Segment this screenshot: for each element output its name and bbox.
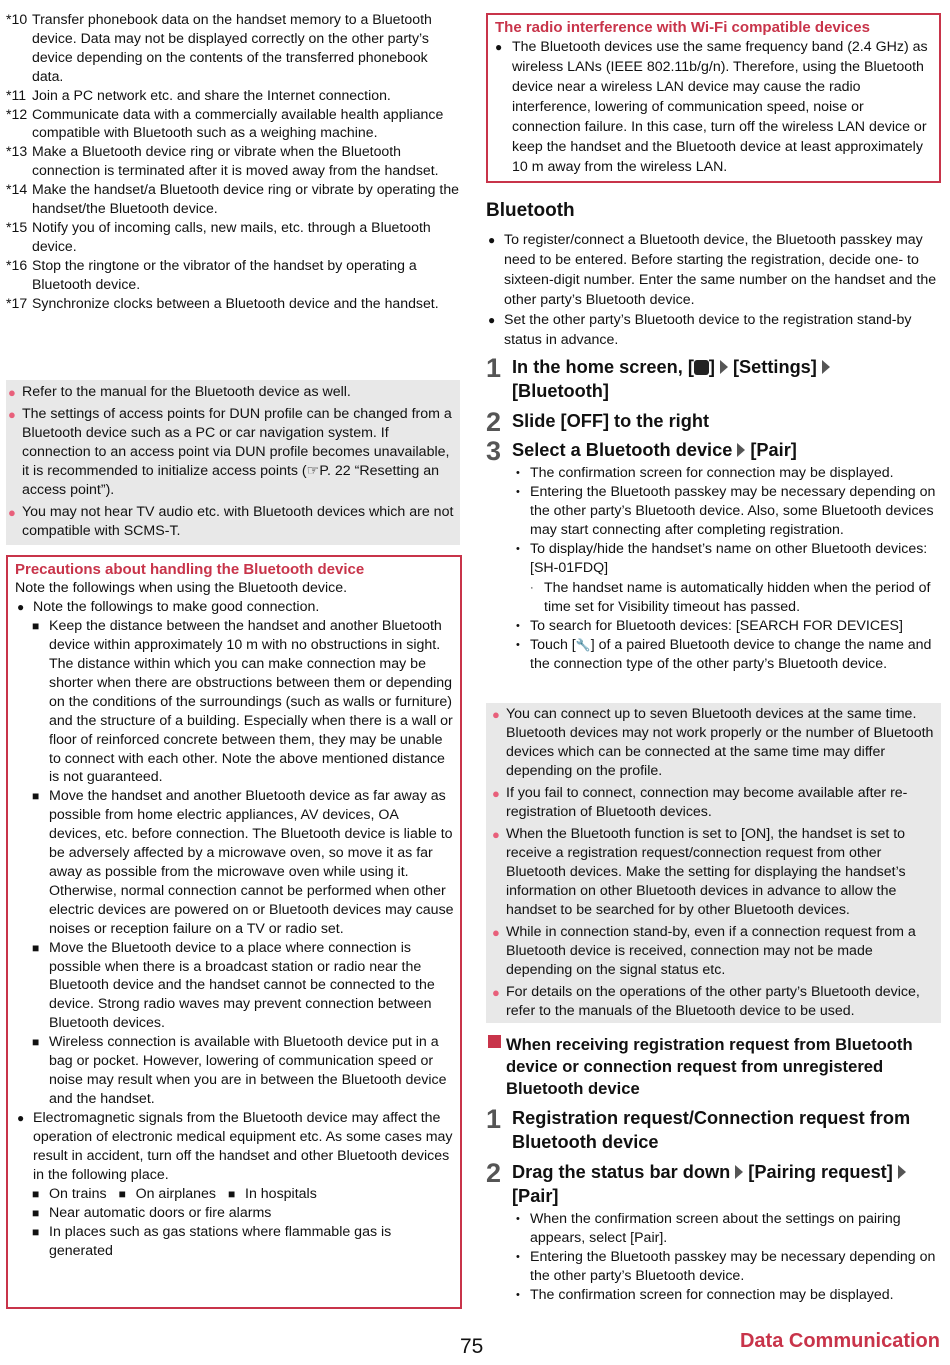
footnote: *14 Make the handset/a Bluetooth device ring or vibrate by operating the handset/the Bluetooth device.: [6, 181, 459, 217]
black-circle-icon: ●: [488, 313, 496, 327]
list-item: ■ In places such as gas stations where flammable gas is generated: [32, 1223, 392, 1259]
black-circle-icon: ●: [492, 786, 500, 801]
footnote: *17 Synchronize clocks between a Bluetooth device and the handset.: [6, 294, 439, 311]
list-item: ■ Keep the distance between the handset and another Bluetooth device within approximately 10 m with no obstructions in sight. The distance within which you can make connection may be shorter when there are obstructions between them or depending on the conditions of the surroundings (such as walls or furniture) and the structure of a building. Especially when there is a wall or floor of reinforced concrete between them, they may be unable to connect with each other. Note the above mentioned distance is not guaranteed.: [32, 618, 453, 786]
bullet-item: ● Electromagnetic signals from the Bluetooth device may affect the operation of electronic medical equipment etc. As some cases may result in accident, turn off the handset and other Bluetooth devices in the following place.: [15, 1109, 454, 1185]
section-footer: Data Communication: [739, 1330, 940, 1352]
list-item: • Touch [🔧] of a paired Bluetooth device to change the name and the connection type of the other party’s Bluetooth device.: [516, 636, 932, 672]
list-item: ■ Move the Bluetooth device to a place where connection is possible when there is a broadcast station or radio near the Bluetooth device and the handset cannot be connected to the device. Strong radio waves may prevent connection between Bluetooth devices.: [32, 939, 435, 1032]
wrench-icon: 🔧: [575, 637, 591, 652]
footnote: *12 Communicate data with a commercially available health appliance compatible with Bluetooth such as a weighing machine.: [6, 105, 444, 141]
black-square-icon: ■: [32, 619, 40, 634]
note-item: ● Refer to the manual for the Bluetooth device as well.: [8, 384, 351, 400]
black-circle-icon: ●: [492, 985, 500, 1000]
footnote-list: [6, 10, 460, 313]
black-square-icon: ■: [32, 1206, 40, 1221]
footnote: *15 Notify you of incoming calls, new mails, etc. through a Bluetooth device.: [6, 218, 431, 254]
bullet-item: ● The Bluetooth devices use the same frequency band (2.4 GHz) as wireless LANs (IEEE 802.11b/g/n). Therefore, using the Bluetooth device near a wireless LAN device may cause the radio interference, lowering of communication speed, noise or connection failure. In this case, turn off the wireless LAN device or keep the handset and the Bluetooth device at least approximately 10 m away from the wireless LAN.: [495, 39, 928, 175]
note-item: ● When the Bluetooth function is set to [ON], the handset is set to receive a registration request/connection request from other Bluetooth devices. Make the setting for displaying the handset’s information on other Bluetooth devices in advance to allow the handset to be searched for by other Bluetooth devices.: [492, 826, 906, 918]
precautions-title: Precautions about handling the Bluetooth device: [15, 561, 365, 578]
notes-panel: [6, 380, 460, 545]
black-circle-icon: ●: [8, 407, 16, 422]
list-item: • The confirmation screen for connection may be displayed.: [516, 1287, 894, 1304]
arrow-right-icon: [735, 1165, 743, 1179]
black-square-icon: ■: [32, 789, 40, 804]
list-item: • To search for Bluetooth devices: [SEARCH FOR DEVICES]: [516, 617, 903, 634]
black-circle-icon: ●: [488, 233, 496, 247]
precautions-box: [6, 555, 462, 1309]
black-circle-icon: ●: [17, 600, 25, 615]
precautions-intro: Note the followings when using the Bluetooth device.: [15, 580, 348, 596]
footnote: *10 Transfer phonebook data on the handset memory to a Bluetooth device. Data may not be displayed correctly on the other party’s device depending on the contents of the transferred phonebook data.: [6, 11, 432, 84]
radio-interference-box: [486, 13, 941, 183]
red-square-icon: [488, 1035, 501, 1048]
note-item: ● While in connection stand-by, even if a connection request from a Bluetooth device is received, connection may not be made depending on the signal status etc.: [492, 924, 916, 978]
list-item: ■ Near automatic doors or fire alarms: [32, 1205, 272, 1222]
black-square-icon: ■: [32, 1187, 40, 1202]
step-2: 2 Slide [OFF] to the right: [486, 407, 710, 437]
note-item: ● If you fail to connect, connection may become available after re-registration of Bluetooth devices.: [492, 785, 908, 820]
black-square-icon: ■: [32, 1224, 40, 1239]
radio-title: The radio interference with Wi-Fi compatible devices: [495, 19, 870, 36]
precautions-list: [15, 617, 454, 1109]
bluetooth-notes-panel: [486, 703, 941, 1023]
black-circle-icon: ●: [492, 925, 500, 940]
step-3: 3 Select a Bluetooth device [Pair]: [486, 436, 797, 466]
note-item: ● For details on the operations of the other party’s Bluetooth device, refer to the manuals of the Bluetooth device to be used.: [492, 984, 920, 1019]
black-square-icon: ■: [32, 1035, 40, 1050]
list-item: ■ On trains ■ On airplanes ■ In hospitals: [32, 1186, 317, 1203]
note-item: ● You can connect up to seven Bluetooth devices at the same time. Bluetooth devices may not work properly or the number of Bluetooth devices which can be connected at the same time may differ depending on the profile.: [492, 706, 934, 779]
arrow-right-icon: [720, 360, 728, 374]
black-square-icon: ■: [32, 940, 40, 955]
list-item: • Entering the Bluetooth passkey may be necessary depending on the other party’s Bluetooth device. Also, some Bluetooth devices may start connecting after completing registration.: [516, 484, 936, 539]
section-heading: Bluetooth: [486, 200, 575, 221]
bluetooth-bullets: [488, 230, 940, 350]
receiving-step-1: 1 Registration request/Connection request from Bluetooth device: [486, 1104, 911, 1152]
black-circle-icon: ●: [8, 505, 16, 520]
bullet-item: ● Note the followings to make good connection.: [15, 598, 454, 617]
black-circle-icon: ●: [17, 1110, 25, 1125]
footnote: *11 Join a PC network etc. and share the Internet connection.: [6, 86, 391, 103]
places-list: [15, 1185, 454, 1261]
bullet-item: ● To register/connect a Bluetooth device, the Bluetooth passkey may need to be entered. Before starting the registration, decide one- to sixteen-digit number. Enter the same number on the handset and the other party’s Bluetooth device.: [488, 232, 937, 308]
list-item: • When the confirmation screen about the settings on pairing appears, select [Pair].: [516, 1211, 901, 1247]
black-circle-icon: ●: [492, 827, 500, 842]
apps-key-icon: [694, 360, 709, 375]
list-item: • Entering the Bluetooth passkey may be necessary depending on the other party’s Bluetooth device.: [516, 1249, 936, 1285]
page-number: 75: [460, 1335, 484, 1358]
list-item: ■ Wireless connection is available with Bluetooth device put in a bag or pocket. However, lowering of communication speed or noise may result when you are in between the Bluetooth device and the handset.: [32, 1034, 447, 1107]
black-circle-icon: ●: [8, 385, 16, 400]
arrow-right-icon: [898, 1165, 906, 1179]
list-item: • The confirmation screen for connection may be displayed.: [516, 465, 894, 481]
black-square-icon: ■: [118, 1187, 126, 1202]
note-item: ● The settings of access points for DUN profile can be changed from a Bluetooth device such as a PC or car navigation system. If connection to an access point via DUN profile becomes unavailable, it is recommended to initialize access points (☞P. 22 “Resetting an access point”).: [8, 406, 452, 498]
footnote: *13 Make a Bluetooth device ring or vibrate when the Bluetooth connection is terminated after it is moved away from the handset.: [6, 143, 439, 179]
receiving-heading: When receiving registration request from Bluetooth device or connection request from unregistered Bluetooth device: [488, 1034, 941, 1100]
bullet-item: ● Set the other party’s Bluetooth device to the registration stand-by status in advance.: [488, 312, 912, 348]
receiving-step-2: 2 Drag the status bar down [Pairing request] [Pair]: [486, 1160, 941, 1208]
step-3-notes: [516, 464, 941, 674]
list-item: • To display/hide the handset’s name on other Bluetooth devices: [SH-01FDQ]: [516, 541, 928, 577]
list-item: · The handset name is automatically hidden when the period of time set for Visibility timeout has passed.: [530, 579, 931, 615]
receiving-notes: [516, 1210, 941, 1305]
black-square-icon: ■: [228, 1187, 236, 1202]
black-circle-icon: ●: [495, 40, 503, 54]
note-item: ● You may not hear TV audio etc. with Bluetooth devices which are not compatible with SCMS-T.: [8, 504, 454, 539]
arrow-right-icon: [822, 360, 830, 374]
step-1: 1 In the home screen, [ ] [Settings] [Bluetooth]: [486, 355, 941, 403]
black-circle-icon: ●: [492, 707, 500, 722]
list-item: ■ Move the handset and another Bluetooth device as far away as possible from home electric appliances, AV devices, OA devices, etc. before connection. The Bluetooth device is liable to be adversely affected by a microwave oven, so move it as far away as possible from the microwave oven while using it. Otherwise, normal connection cannot be performed when other electric devices are powered on or Bluetooth devices may cause noises or reception failure on a TV or radio set.: [32, 788, 454, 937]
footnote: *16 Stop the ringtone or the vibrator of the handset by operating a Bluetooth device.: [6, 256, 417, 292]
arrow-right-icon: [737, 443, 745, 457]
